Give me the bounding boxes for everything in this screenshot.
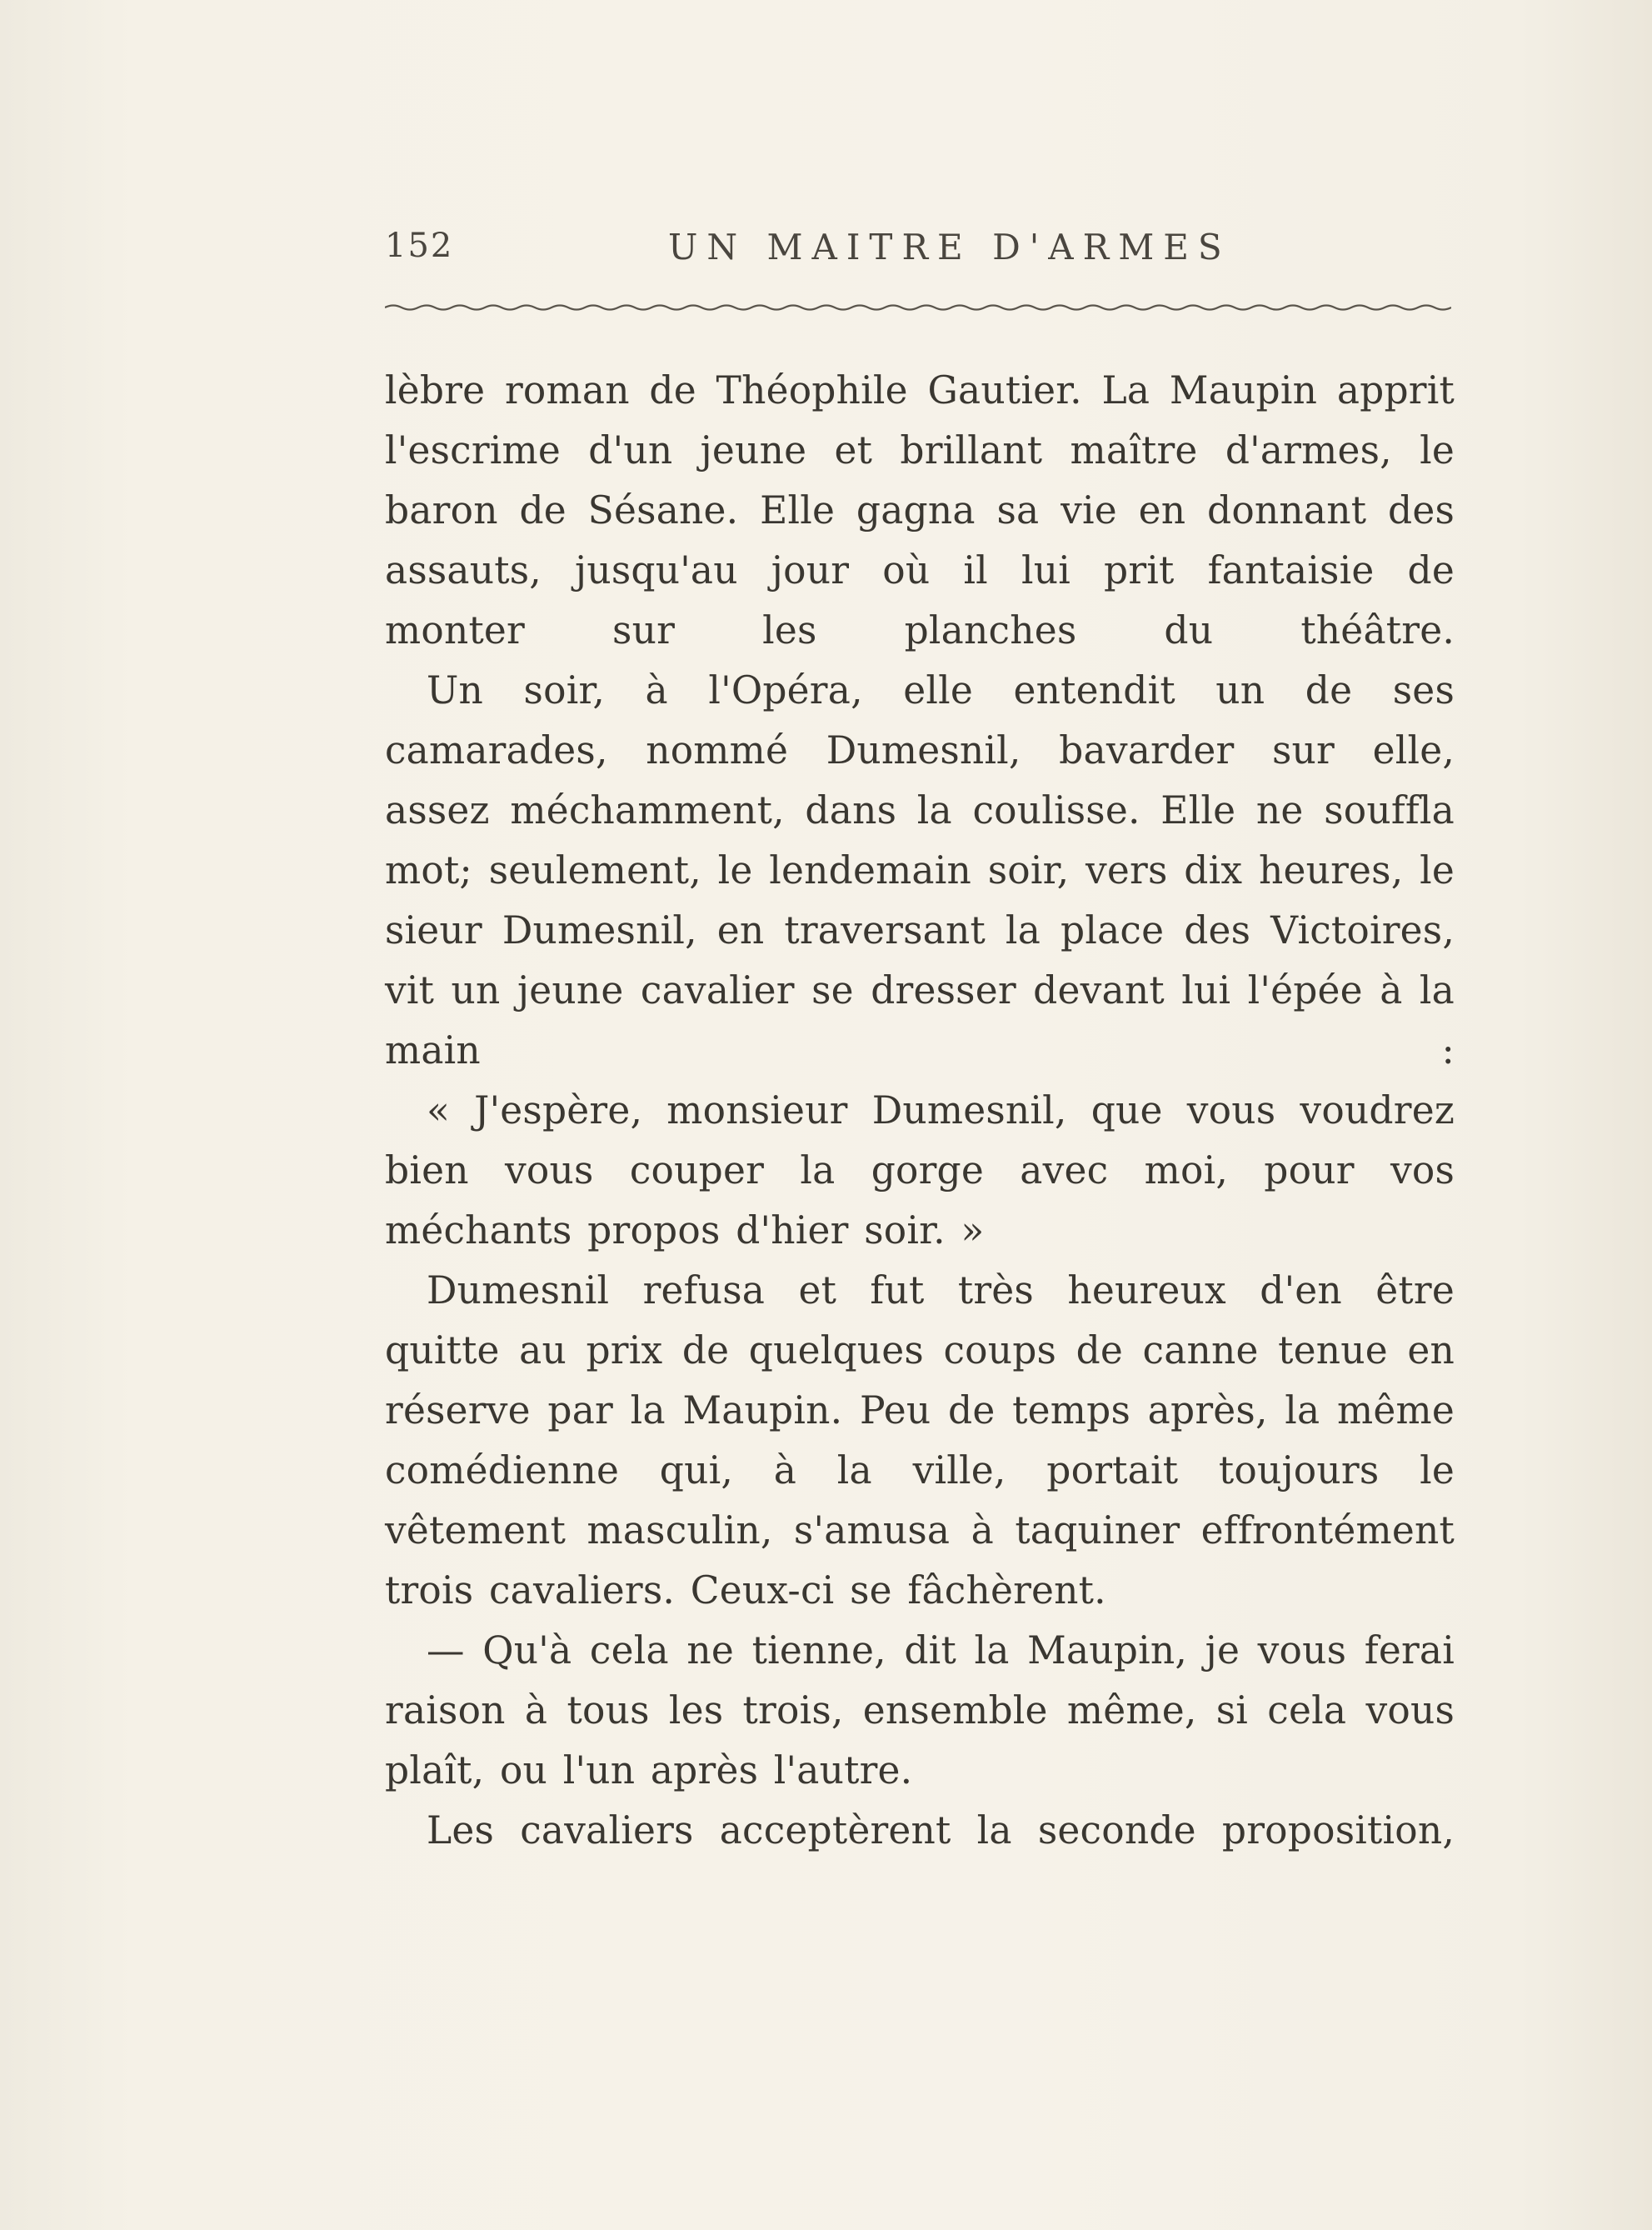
running-title: UN MAITRE D'ARMES [668, 227, 1231, 268]
ornamental-rule [385, 300, 1451, 315]
paragraph: Les cavaliers acceptèrent la seconde proposition, [427, 1808, 1455, 1852]
paragraph: Dumesnil refusa et fut très heureux d'en être quitte au prix de quelques coups de canne tenue en réserve par la Maupin. Peu de temps après, la même comédienne qui, à la ville, portait toujours le vêtement masculin, s'amusa à taquiner effrontément trois cavaliers. Ceux-ci se fâchèrent. [385, 1268, 1455, 1612]
paragraph: Un soir, à l'Opéra, elle entendit un de ses camarades, nommé Dumesnil, bavarder sur elle, assez méchamment, dans la coulisse. Elle ne souffla mot; seulement, le lendemain soir, vers dix heures, le sieur Dumesnil, en traversant la place des Victoires, vit un jeune cavalier se dresser devant lui l'épée à la main : [385, 668, 1455, 1072]
paragraph: « J'espère, monsieur Dumesnil, que vous voudrez bien vous couper la gorge avec moi, pour vos méchants propos d'hier soir. » [385, 1088, 1455, 1252]
paragraph: lèbre roman de Théophile Gautier. La Maupin apprit l'escrime d'un jeune et brillant maître d'armes, le baron de Sésane. Elle gagna sa vie en donnant des assauts, jusqu'au jour où il lui prit fantaisie de monter sur les planches du théâtre. [385, 368, 1455, 652]
page-header [385, 227, 1451, 277]
body-text [385, 361, 1455, 1861]
page-number: 152 [385, 227, 454, 265]
paragraph: — Qu'à cela ne tienne, dit la Maupin, je vous ferai raison à tous les trois, ensemble même, si cela vous plaît, ou l'un après l'autre. [385, 1628, 1455, 1792]
